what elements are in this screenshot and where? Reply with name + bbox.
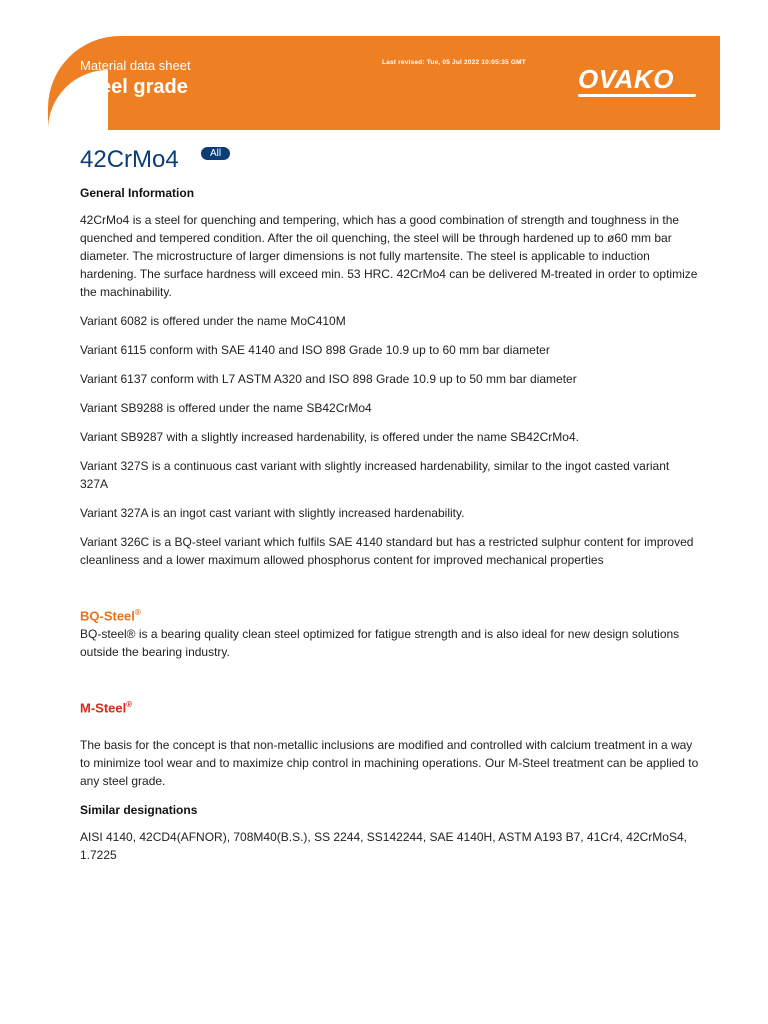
variant-paragraph: Variant 326C is a BQ-steel variant which fulfils SAE 4140 standard but has a restricted sulphur content for improved cleanliness and a lower maximum allowed phosphorus content for improved mechanical properties bbox=[80, 535, 694, 567]
bq-steel-text: BQ-steel® is a bearing quality clean steel optimized for fatigue strength and is also ideal for new design solutions outside the bearing industry. bbox=[80, 627, 680, 660]
variant-paragraph: Variant 6115 conform with SAE 4140 and ISO 898 Grade 10.9 up to 60 mm bar diameter bbox=[80, 343, 550, 357]
last-revised: Last revised: Tue, 05 Jul 2022 10:05:35 GMT bbox=[382, 59, 526, 66]
bq-steel-heading: BQ-Steel® bbox=[80, 608, 141, 624]
m-steel-text: The basis for the concept is that non-metallic inclusions are modified and controlled with calcium treatment in a way to minimize tool wear and to maximize chip control in machining operations. Our M-Steel treatment can be applied to any steel grade. bbox=[80, 737, 699, 788]
similar-designations: AISI 4140, 42CD4(AFNOR), 708M40(B.S.), SS 2244, SS142244, SAE 4140H, ASTM A193 B7, 41Cr4, 42CrMoS4, 1.7225 bbox=[80, 829, 687, 862]
m-steel-heading: M-Steel® bbox=[80, 700, 133, 716]
datasheet-content bbox=[80, 184, 700, 875]
variant-paragraph: Variant 327S is a continuous cast variant with slightly increased hardenability, similar to the ingot casted variant 327A bbox=[80, 459, 670, 491]
variant-paragraph: Variant SB9288 is offered under the name SB42CrMo4 bbox=[80, 401, 372, 415]
variant-badge[interactable]: All bbox=[201, 147, 230, 160]
logo-underline bbox=[578, 94, 696, 97]
variant-paragraph: Variant 6082 is offered under the name MoC410M bbox=[80, 314, 346, 328]
ovako-logo: OVAKO bbox=[578, 64, 674, 94]
header-subtitle: Material data sheet bbox=[80, 58, 191, 73]
grade-title: 42CrMo4 bbox=[80, 146, 179, 173]
variant-paragraph: Variant 327A is an ingot cast variant with slightly increased hardenability. bbox=[80, 506, 465, 520]
variant-paragraph: Variant 6137 conform with L7 ASTM A320 and ISO 898 Grade 10.9 up to 50 mm bar diameter bbox=[80, 372, 577, 386]
similar-heading: Similar designations bbox=[80, 802, 198, 817]
header-title: Steel grade bbox=[80, 76, 188, 98]
variant-paragraph: Variant SB9287 with a slightly increased hardenability, is offered under the name SB42CrMo4. bbox=[80, 430, 579, 444]
general-heading: General Information bbox=[80, 186, 195, 200]
general-paragraph: 42CrMo4 is a steel for quenching and tempering, which has a good combination of strength and toughness in the quenched and tempered condition. After the oil quenching, the steel will be through hardened up to ø60 mm bar diameter. The microstructure of larger dimensions is not fully martensite. The steel is applicable to induction hardening. The surface hardness will exceed min. 53 HRC. 42CrMo4 can be delivered M-treated in order to optimize the machinability. bbox=[80, 213, 698, 299]
